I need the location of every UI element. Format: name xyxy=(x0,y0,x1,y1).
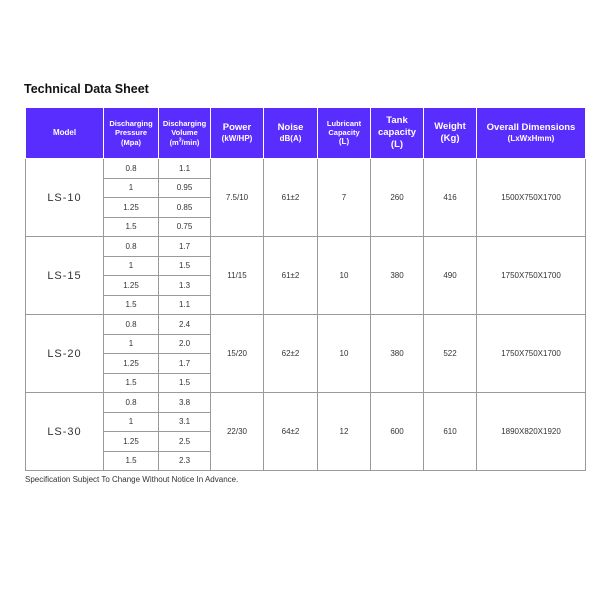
dimensions-cell: 1500X750X1700 xyxy=(477,159,586,237)
pressure-cell: 1 xyxy=(104,178,159,198)
power-cell: 7.5/10 xyxy=(211,159,264,237)
dimensions-cell: 1750X750X1700 xyxy=(477,315,586,393)
weight-cell: 416 xyxy=(424,159,477,237)
model-cell: LS-15 xyxy=(26,237,104,315)
pressure-cell: 1 xyxy=(104,256,159,276)
header-model: Model xyxy=(26,108,104,159)
tank-cell: 600 xyxy=(371,393,424,471)
technical-data-table xyxy=(25,107,586,471)
header-tank-capacity: Tank capacity (L) xyxy=(371,108,424,159)
volume-cell: 2.3 xyxy=(159,451,211,471)
header-lubricant-capacity: Lubricant Capacity (L) xyxy=(318,108,371,159)
volume-cell: 1.5 xyxy=(159,256,211,276)
lubricant-cell: 10 xyxy=(318,237,371,315)
volume-cell: 0.75 xyxy=(159,217,211,237)
pressure-cell: 0.8 xyxy=(104,393,159,413)
table-row xyxy=(26,393,586,413)
pressure-cell: 1.25 xyxy=(104,198,159,218)
volume-cell: 1.1 xyxy=(159,159,211,179)
pressure-cell: 1.5 xyxy=(104,217,159,237)
table-row xyxy=(26,159,586,179)
pressure-cell: 1.25 xyxy=(104,432,159,452)
pressure-cell: 1.5 xyxy=(104,295,159,315)
volume-cell: 3.8 xyxy=(159,393,211,413)
header-weight: Weight (Kg) xyxy=(424,108,477,159)
header-discharging-volume: Discharging Volume $(m^3/\min)$ xyxy=(159,108,211,159)
lubricant-cell: 10 xyxy=(318,315,371,393)
volume-cell: 1.7 xyxy=(159,237,211,257)
header-discharging-pressure: Discharging Pressure (Mpa) xyxy=(104,108,159,159)
power-cell: 22/30 xyxy=(211,393,264,471)
table-row xyxy=(26,237,586,257)
pressure-cell: 0.8 xyxy=(104,237,159,257)
model-cell: LS-20 xyxy=(26,315,104,393)
volume-cell: 0.95 xyxy=(159,178,211,198)
power-cell: 11/15 xyxy=(211,237,264,315)
tank-cell: 380 xyxy=(371,315,424,393)
model-cell: LS-30 xyxy=(26,393,104,471)
volume-cell: 1.7 xyxy=(159,354,211,374)
table-row xyxy=(26,315,586,335)
footnote: Specification Subject To Change Without Notice In Advance. xyxy=(25,475,239,484)
pressure-cell: 0.8 xyxy=(104,159,159,179)
noise-cell: 61±2 xyxy=(264,159,318,237)
volume-cell: 3.1 xyxy=(159,412,211,432)
noise-cell: 64±2 xyxy=(264,393,318,471)
volume-cell: 0.85 xyxy=(159,198,211,218)
volume-cell: 2.4 xyxy=(159,315,211,335)
pressure-cell: 1.25 xyxy=(104,354,159,374)
pressure-cell: 1.5 xyxy=(104,451,159,471)
dimensions-cell: 1750X750X1700 xyxy=(477,237,586,315)
model-cell: LS-10 xyxy=(26,159,104,237)
page-title: Technical Data Sheet xyxy=(24,82,149,96)
pressure-cell: 1 xyxy=(104,334,159,354)
lubricant-cell: 7 xyxy=(318,159,371,237)
volume-cell: 1.3 xyxy=(159,276,211,296)
header-power: Power (kW/HP) xyxy=(211,108,264,159)
pressure-cell: 0.8 xyxy=(104,315,159,335)
power-cell: 15/20 xyxy=(211,315,264,393)
volume-cell: 1.5 xyxy=(159,373,211,393)
weight-cell: 522 xyxy=(424,315,477,393)
header-overall-dimensions: Overall Dimensions (LxWxHmm) xyxy=(477,108,586,159)
noise-cell: 61±2 xyxy=(264,237,318,315)
pressure-cell: 1.25 xyxy=(104,276,159,296)
pressure-cell: 1 xyxy=(104,412,159,432)
noise-cell: 62±2 xyxy=(264,315,318,393)
weight-cell: 610 xyxy=(424,393,477,471)
table-header-row xyxy=(26,108,586,159)
pressure-cell: 1.5 xyxy=(104,373,159,393)
volume-cell: 1.1 xyxy=(159,295,211,315)
tank-cell: 260 xyxy=(371,159,424,237)
tank-cell: 380 xyxy=(371,237,424,315)
lubricant-cell: 12 xyxy=(318,393,371,471)
weight-cell: 490 xyxy=(424,237,477,315)
dimensions-cell: 1890X820X1920 xyxy=(477,393,586,471)
volume-cell: 2.0 xyxy=(159,334,211,354)
volume-cell: 2.5 xyxy=(159,432,211,452)
header-noise: Noise dB(A) xyxy=(264,108,318,159)
